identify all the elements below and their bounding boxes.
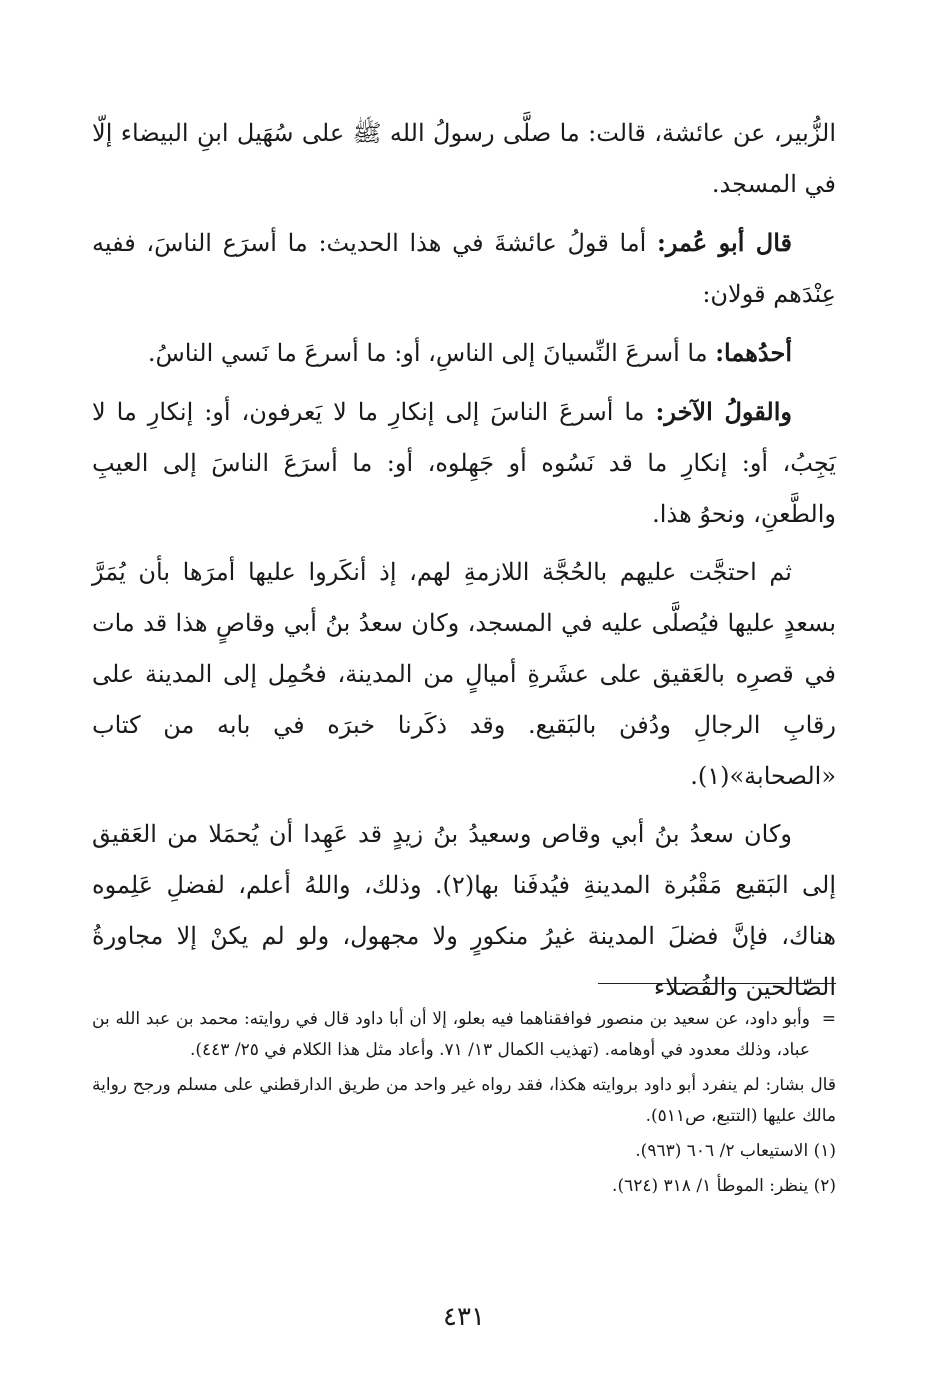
paragraph-1: الزُّبير، عن عائشة، قالت: ما صلَّى رسولُ الله ﷺ على سُهَيل ابنِ البيضاء إلّا في المسجد.	[92, 119, 836, 198]
speaker-label: قال أبو عُمر:	[656, 228, 792, 257]
paragraph-2	[92, 217, 836, 320]
paragraph-4	[92, 386, 836, 540]
paragraph-5: ثم احتجَّت عليهم بالحُجَّة اللازمةِ لهم، إذ أنكَروا عليها أمرَها بأن يُمَرَّ بسعدٍ عليها فيُصلَّى عليه في المسجد، وكان سعدُ بنُ أبي وقاصٍ هذا قد مات في قصرِه بالعَقيق على عشَرةِ أميالٍ من المدينة، فحُمِل إلى المدينة على رقابِ الرجالِ ودُفن بالبَقيع. وقد ذكَرنا خبرَه في بابه من كتاب «الصحابة»(١).	[92, 558, 836, 790]
paragraph-3	[92, 327, 836, 379]
continuation-mark: =	[821, 1009, 836, 1029]
footnote-separator	[598, 983, 836, 984]
opinion-label: أحدُهما:	[715, 338, 792, 367]
footnote-1: (١) الاستيعاب ٢/ ٦٠٦ (٩٦٣).	[635, 1141, 836, 1161]
paragraph-6: وكان سعدُ بنُ أبي وقاص وسعيدُ بنُ زيدٍ قد عَهِدا أن يُحمَلا من العَقيق إلى البَقيع مَقْبُرة المدينةِ فيُدفَنا بها(٢). وذلك، واللهُ أعلم، لفضلِ عَلِموه هناك، فإنَّ فضلَ المدينة غيرُ منكورٍ ولا مجهول، ولو لم يكنْ إلا مجاورةُ الصّالحين والفُضلاء	[92, 820, 836, 1001]
page-number: ٤٣١	[443, 1302, 485, 1332]
footnote-continuation	[92, 1004, 836, 1066]
paragraph-text: ما أسرعَ الناسَ إلى إنكارِ ما لا يَعرفون، أو: إنكارِ ما لا يَجِبُ، أو: إنكارِ ما قد نَسُوه أو جَهِلوه، أو: ما أسرَعَ الناسَ إلى العيبِ والطَّعنِ، ونحوُ هذا.	[92, 398, 836, 528]
paragraph-text: أما قولُ عائشةَ في هذا الحديث: ما أسرَع الناسَ، ففيه عِنْدَهم قولان:	[92, 229, 836, 308]
paragraph-text: ما أسرعَ النِّسيانَ إلى الناسِ، أو: ما أسرعَ ما نَسي الناسُ.	[147, 339, 716, 367]
main-text	[92, 108, 836, 1020]
footnote-bashar: قال بشار: لم ينفرد أبو داود بروايته هكذا، فقد رواه غير واحد من طريق الدارقطني على مسلم ورجح رواية مالك عليها (التتبع، ص٥١١).	[92, 1075, 836, 1126]
footnote-text: وأبو داود، عن سعيد بن منصور فوافقناهما فيه بعلو، إلا أن أبا داود قال في روايته: محمد بن عبد الله بن عباد، وذلك معدود في أوهامه. (تهذيب الكمال ١٣/ ٧١. وأعاد مثل هذا الكلام في ٢٥/ ٤٤٣).	[92, 1009, 810, 1060]
footnote-2: (٢) ينظر: الموطأ ١/ ٣١٨ (٦٢٤).	[612, 1176, 836, 1196]
footnotes	[92, 1004, 836, 1206]
opinion-label: والقولُ الآخر:	[655, 397, 792, 426]
